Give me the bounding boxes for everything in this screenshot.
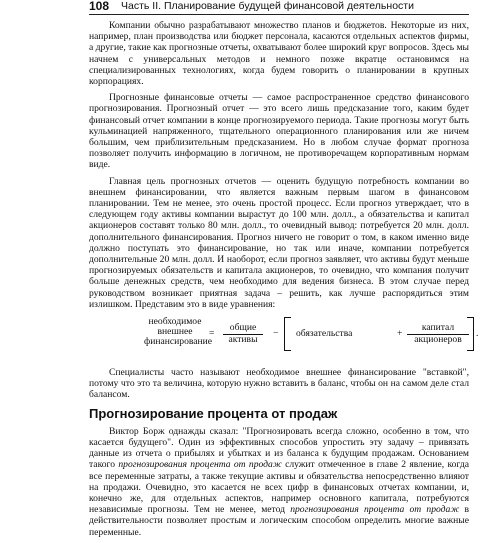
formula-total-top: общие xyxy=(223,323,263,335)
formula-capital xyxy=(407,323,469,345)
paragraph xyxy=(89,426,469,538)
formula-capital-top: капитал xyxy=(407,323,469,335)
italic-term: прогнозирования процента от продаж xyxy=(118,459,282,471)
paragraph-text: в действительности позволяет простым и логическим способом определить многие важные переменные. xyxy=(89,504,469,538)
formula-liabilities: обязательства xyxy=(296,328,353,340)
formula-left-bracket xyxy=(284,317,291,351)
external-financing-equation xyxy=(89,315,479,361)
formula-lhs: необходимое внешнее финансирование xyxy=(144,316,213,348)
italic-term: прогнозирования процента от продаж xyxy=(290,504,460,516)
page-number: 108 xyxy=(89,0,110,13)
paragraph: Компании обычно разрабатывают множество планов и бюджетов. Некоторые из них, например, план производства или бюджет персонала, касаются отдельных аспектов фирмы, а другие, такие как прогнозные отчеты, охватывают более широкий круг вопросов. Здесь мы начнем с универсальных методов и немного позже вкратце остановимся на специализированных технологиях, когда будем говорить о планировании в крупных корпорациях. xyxy=(89,20,469,88)
formula-minus: − xyxy=(273,328,279,340)
formula-plus: + xyxy=(397,328,403,340)
formula-right-bracket xyxy=(467,317,474,351)
formula-capital-bottom: акционеров xyxy=(414,334,462,346)
paragraph: Специалисты часто называют необходимое внешнее финансирование "вставкой", потому что это та величина, которую нужно вставить в баланс, чтобы он на самом деле стал балансом. xyxy=(89,367,469,401)
section-heading: Прогнозирование процента от продаж xyxy=(89,405,338,421)
running-title: Часть II. Планирование будущей финансовой деятельности xyxy=(121,0,414,12)
formula-period: . xyxy=(476,328,479,340)
paragraph: Прогнозные финансовые отчеты — самое распространенное средство финансового прогнозирования. Прогнозный отчет — это всего лишь предсказание того, каким будет финансовый отчет компании в конце прогнозируемого периода. Такие прогнозы могут быть кульминацией напряженного, тщательного операционного планирования или же ничем большим, чем приблизительным предсказанием. Но в любом случае формат прогноза позволяет получить информацию в логичном, не противоречащем корпоративным нормам виде. xyxy=(89,92,469,171)
page-body xyxy=(89,20,479,543)
paragraph-text: Виктор Борж однажды сказал: "Прогнозировать всегда сложно, особенно в том, что касается будущего". Один из эффективных способов упростить эту задачу – привязать данные из отчета о прибылях и убытках и из баланса к будущим продажам. Основанием такого xyxy=(89,425,469,471)
formula-total-assets xyxy=(223,323,263,345)
paragraph: Главная цель прогнозных отчетов — оценить будущую потребность компании во внешнем финансировании, что является важным первым шагом в финансовом планировании. Тем не менее, это очень простой процесс. Если прогноз утверждает, что в следующем году активы компании вырастут до 100 млн. долл., а обязательства и капитал акционеров составят только 80 млн. долл., то очевидный вывод: потребуется 20 млн. долл. дополнительного финансирования. Прогноз ничего не говорит о том, в каком именно виде должно поступать это финансирование, но так или иначе, компании потребуется дополнительные 20 млн. долл. И наоборот, если прогноз заявляет, что активы будут меньше прогнозируемых обязательств и капитала акционеров, то очевидно, что компания получит больше денежных средств, чем необходимо для ведения бизнеса. В этом случае перед руководством возникает приятная задача – решить, как лучше распорядиться этим излишком. Представим это в виде уравнения: xyxy=(89,175,469,310)
formula-equals: = xyxy=(209,328,215,340)
running-header xyxy=(89,0,469,15)
paragraph-text: служит отмеченное в главе 2 явление, когда все переменные затраты, а также текущие активы и обязательства непосредственно влияют на продажи. Очевидно, это касается не всех цифр в финансовых отчетах компании, и, конечно же, для отдельных аспектов, например основного капитала, потребуются независимые прогнозы. Тем не менее, метод xyxy=(89,459,470,516)
formula-total-bottom: активы xyxy=(228,334,258,346)
